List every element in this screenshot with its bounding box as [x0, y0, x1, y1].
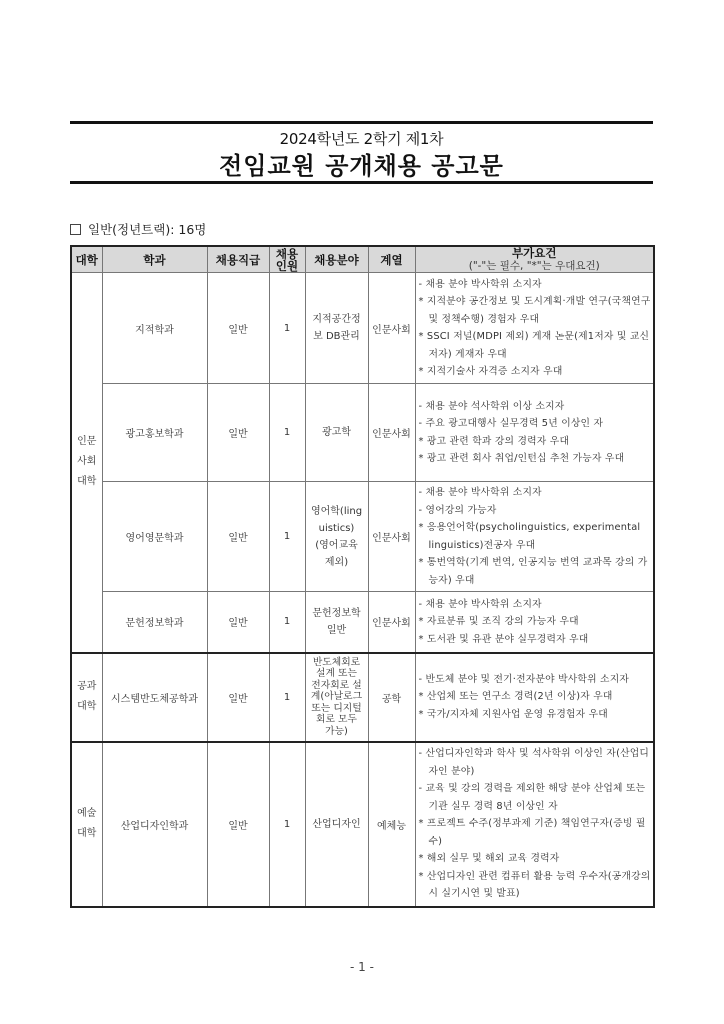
requirement-item: * 도서관 및 유관 분야 실무경력자 우대	[418, 633, 589, 645]
cell-requirements	[415, 592, 654, 653]
requirement-item: * 광고 관련 회사 취업/인턴십 추천 가능자 우대	[418, 453, 625, 464]
requirement-item: * 지적기술사 자격증 소지자 우대	[418, 366, 563, 377]
col-header-field: 채용분야	[305, 246, 368, 273]
cell-field: 문헌정보학 일반	[305, 592, 368, 653]
cell-requirements	[415, 482, 654, 592]
title-bottom-rule	[70, 181, 653, 184]
cell-category: 인문사회	[368, 273, 415, 384]
table-row	[71, 273, 654, 384]
cell-count: 1	[269, 273, 305, 384]
requirement-item: - 채용 분야 석사학위 이상 소지자	[418, 400, 565, 412]
table-header-row	[71, 246, 654, 273]
checkbox-square-icon	[70, 224, 81, 235]
requirement-item: - 반도체 분야 및 전기·전자분야 박사학위 소지자	[418, 673, 630, 685]
recruitment-table	[70, 245, 655, 908]
table-row	[71, 384, 654, 482]
cell-requirements	[415, 273, 654, 384]
cell-category: 인문사회	[368, 384, 415, 482]
table-row	[71, 742, 654, 907]
document-title: 전임교원 공개채용 공고문	[219, 152, 504, 180]
cell-count: 1	[269, 742, 305, 907]
requirement-item: * 광고 관련 학과 강의 경력자 우대	[418, 435, 570, 447]
requirement-item: * 산업디자인 관련 컴퓨터 활용 능력 우수자(공개강의 시 실기시연 및 발표)	[418, 870, 651, 900]
requirement-item: - 채용 분야 박사학위 소지자	[418, 487, 542, 498]
cell-department: 시스템반도체공학과	[102, 653, 207, 742]
cell-field: 영어학(ling uistics) (영어교육 제외)	[305, 482, 368, 592]
cell-field: 반도체회로 설계 또는 전자회로 설 계(아날로그 또는 디지털 회로 모두 가능)	[305, 653, 368, 742]
requirement-item: - 영어강의 가능자	[418, 504, 497, 516]
requirement-item: * 통번역학(기계 번역, 인공지능 번역 교과목 강의 가능자) 우대	[418, 557, 648, 586]
requirements-legend: ("-"는 필수, "*"는 우대요건)	[468, 260, 600, 272]
cell-college: 예술 대학	[71, 742, 102, 907]
cell-category: 공학	[368, 653, 415, 742]
cell-department: 산업디자인학과	[102, 742, 207, 907]
table-row	[71, 482, 654, 592]
cell-field: 지적공간정 보 DB관리	[305, 273, 368, 384]
requirement-item: * 응용언어학(psycholinguistics, experimental linguistics)전공자 우대	[418, 522, 641, 551]
table-row	[71, 653, 654, 742]
requirement-item: * 국가/지자체 지원사업 운영 유경험자 우대	[418, 708, 608, 720]
requirement-item: - 채용 분야 박사학위 소지자	[418, 278, 542, 290]
requirement-item: - 주요 광고대행사 실무경력 5년 이상인 자	[418, 418, 604, 429]
cell-count: 1	[269, 482, 305, 592]
title-top-rule	[70, 121, 653, 124]
requirement-item: * 프로젝트 수주(정부과제 기준) 책임연구자(증빙 필수)	[418, 818, 646, 847]
cell-rank: 일반	[207, 482, 269, 592]
cell-college: 공과 대학	[71, 653, 102, 742]
document-subtitle: 2024학년도 2학기 제1차	[279, 130, 444, 148]
cell-category: 예체능	[368, 742, 415, 907]
cell-count: 1	[269, 384, 305, 482]
cell-field: 산업디자인	[305, 742, 368, 907]
cell-department: 문헌정보학과	[102, 592, 207, 653]
cell-department: 영어영문학과	[102, 482, 207, 592]
col-header-count: 채용 인원	[269, 246, 305, 273]
cell-rank: 일반	[207, 592, 269, 653]
cell-count: 1	[269, 592, 305, 653]
table-row	[71, 592, 654, 653]
cell-field: 광고학	[305, 384, 368, 482]
cell-requirements	[415, 653, 654, 742]
cell-college: 인문 사회 대학	[71, 273, 102, 653]
col-header-rank: 채용직급	[207, 246, 269, 273]
requirement-item: - 교육 및 강의 경력을 제외한 해당 분야 산업체 또는 기관 실무 경력 8년 이상인 자	[418, 783, 646, 812]
col-header-requirements: 부가요건 ("-"는 필수, "*"는 우대요건)	[415, 246, 654, 273]
cell-rank: 일반	[207, 384, 269, 482]
requirement-item: - 산업디자인학과 학사 및 석사학위 이상인 자(산업디자인 분야)	[418, 748, 650, 777]
section-label: 일반(정년트랙): 16명	[88, 222, 207, 237]
section-heading	[70, 220, 206, 238]
cell-department: 광고홍보학과	[102, 384, 207, 482]
requirement-item: * 자료분류 및 조직 강의 가능자 우대	[418, 616, 579, 627]
cell-department: 지적학과	[102, 273, 207, 384]
cell-count: 1	[269, 653, 305, 742]
requirement-item: * 해외 실무 및 해외 교육 경력자	[418, 853, 560, 865]
page-number: - 1 -	[350, 960, 374, 974]
cell-category: 인문사회	[368, 482, 415, 592]
cell-rank: 일반	[207, 273, 269, 384]
cell-rank: 일반	[207, 653, 269, 742]
requirement-item: * SSCI 저널(MDPI 제외) 게재 논문(제1저자 및 교신저자) 게재자 우대	[418, 331, 650, 360]
requirement-item: - 채용 분야 박사학위 소지자	[418, 598, 542, 610]
cell-requirements	[415, 384, 654, 482]
cell-requirements	[415, 742, 654, 907]
requirement-item: * 지적분야 공간정보 및 도시계획·개발 연구(국책연구 및 정책수행) 경험자 우대	[418, 296, 651, 325]
requirement-item: * 산업체 또는 연구소 경력(2년 이상)자 우대	[418, 691, 613, 703]
cell-category: 인문사회	[368, 592, 415, 653]
cell-rank: 일반	[207, 742, 269, 907]
col-header-category: 계열	[368, 246, 415, 273]
col-header-department: 학과	[102, 246, 207, 273]
col-header-college: 대학	[71, 246, 102, 273]
